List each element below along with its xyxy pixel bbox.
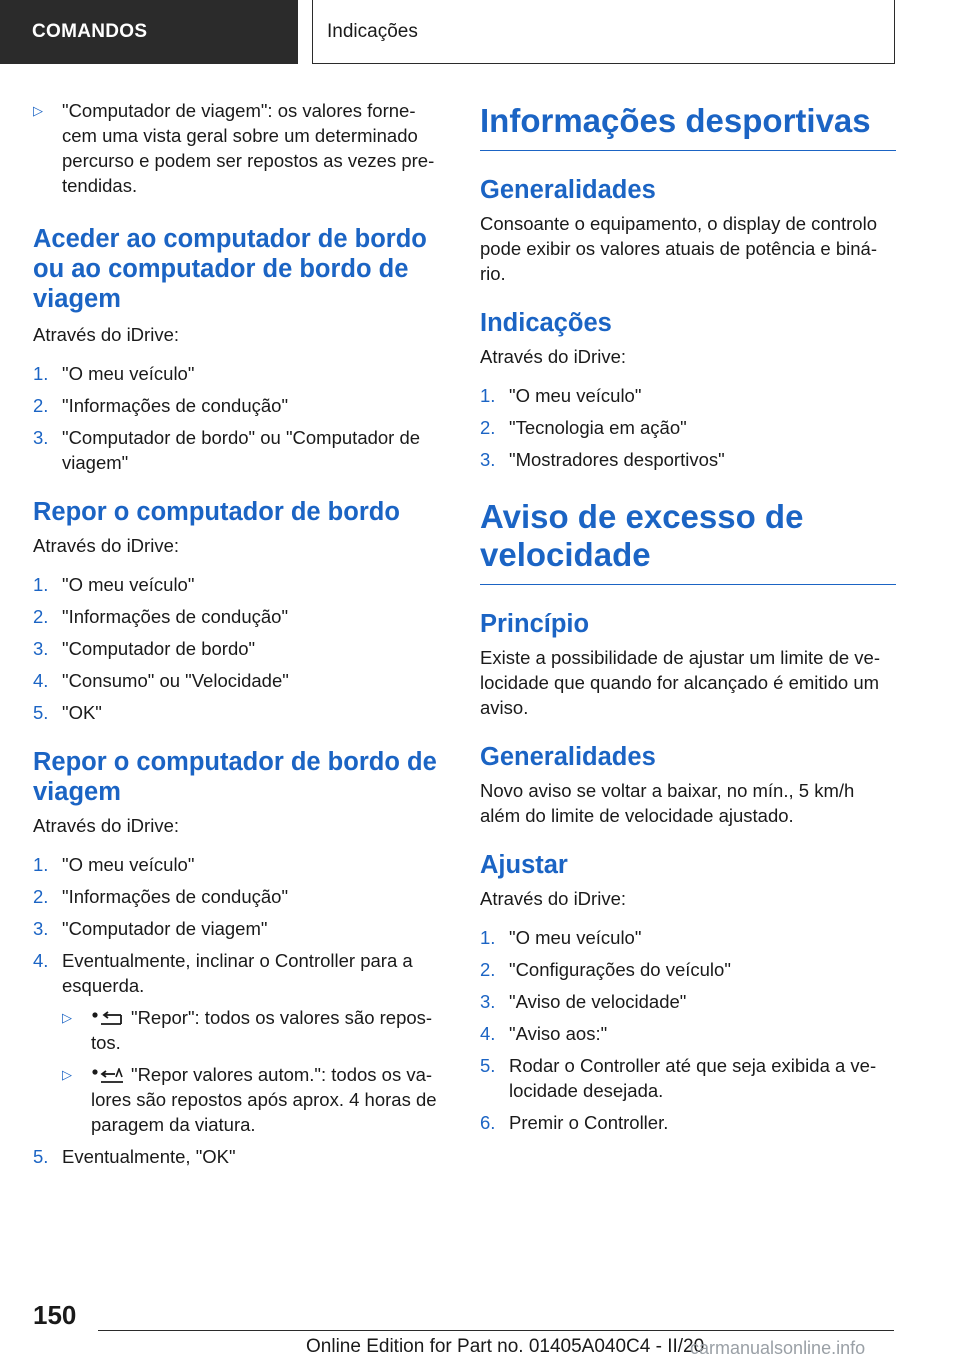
list-item: 4. "Consumo" ou "Velocidade" (33, 670, 289, 691)
section-title-reset: Repor o computador de bordo (33, 498, 400, 526)
section-title-principle: Princípio (480, 610, 590, 638)
section-title-general: Generalidades (480, 176, 656, 204)
section-intro: Através do iDrive: (33, 815, 179, 836)
list-item: 1. "O meu veículo" (480, 385, 642, 406)
section-intro: Através do iDrive: (33, 324, 179, 345)
list-item: 2. "Tecnologia em ação" (480, 417, 687, 438)
section-body: Consoante o equipamento, o display de controlo pode exibir os valores atuais de potência e biná-rio. (480, 213, 877, 284)
section-title-reset-trip: Repor o computador de bordo de viagem (33, 748, 437, 806)
list-item: 5. Eventualmente, "OK" (33, 1146, 236, 1167)
section-intro: Através do iDrive: (480, 888, 626, 909)
list-item: 1. "O meu veículo" (480, 927, 642, 948)
section-title-access: Aceder ao computador de bordo ou ao computador de bordo de viagem (33, 225, 427, 313)
section-body: Existe a possibilidade de ajustar um limite de ve-locidade que quando for alcançado é emitido um aviso. (480, 647, 880, 718)
list-item: 5. "OK" (33, 702, 102, 723)
list-item: 4. "Aviso aos:" (480, 1023, 608, 1044)
watermark: carmanualsonline.info (690, 1338, 866, 1358)
chapter-title-sport-info: Informações desportivas (480, 102, 896, 151)
section-body: Novo aviso se voltar a baixar, no mín., 5 km/h além do limite de velocidade ajustado. (480, 780, 855, 826)
section-title-indications: Indicações (480, 309, 612, 337)
list-item: 2. "Informações de condução" (33, 886, 289, 907)
header-section-label: COMANDOS (32, 21, 148, 42)
triangle-bullet-icon: ▷ (62, 1010, 72, 1025)
triangle-bullet-icon: ▷ (62, 1067, 72, 1082)
steps-list-reset (33, 572, 447, 725)
steps-list-adjust (480, 925, 896, 1135)
list-item: 2. "Configurações do veículo" (480, 959, 731, 980)
chapter-title-speed-warning: Aviso de excesso de velocidade (480, 498, 896, 585)
page-number: 150 (33, 1300, 77, 1330)
section-title-general-2: Generalidades (480, 743, 656, 771)
list-item: 2. "Informações de condução" (33, 606, 289, 627)
header-chapter (312, 0, 895, 64)
header-chapter-label: Indicações (327, 20, 418, 42)
triangle-bullet-icon: ▷ (33, 103, 43, 118)
footer-divider (98, 1330, 894, 1331)
list-item: 3. "Computador de bordo" (33, 638, 256, 659)
list-item: 3. "Mostradores desportivos" (480, 449, 725, 470)
list-item: 6. Premir o Controller. (480, 1112, 669, 1133)
footer-edition: Online Edition for Part no. 01405A040C4 - II/20 (306, 1336, 705, 1357)
list-item: 1. "O meu veículo" (33, 363, 195, 384)
list-item: 3. "Aviso de velocidade" (480, 991, 687, 1012)
sub-bullet-auto-reset: ▷ "Repor valores autom.": todos os va-lores são repostos após aprox. 4 horas de paragem da viatura. (62, 1064, 437, 1135)
list-item: 3. "Computador de bordo" ou "Computador de viagem" (33, 427, 421, 473)
steps-list-indications (480, 383, 896, 472)
auto-reset-arrow-icon (91, 1068, 125, 1084)
right-column (480, 102, 896, 1142)
list-item: 1. "O meu veículo" (33, 854, 195, 875)
list-item: 4. Eventualmente, inclinar o Controller para a esquerda. (33, 950, 413, 996)
list-item: 2. "Informações de condução" (33, 395, 289, 416)
reset-arrow-icon (91, 1011, 125, 1027)
intro-bullet: ▷ "Computador de viagem": os valores forne-cem uma vista geral sobre um determinado percurso e podem ser repostos as vezes pre-tendidas. (33, 100, 435, 196)
list-item: 5. Rodar o Controller até que seja exibida a ve-locidade desejada. (480, 1055, 877, 1101)
list-item: 3. "Computador de viagem" (33, 918, 268, 939)
steps-list-access (33, 361, 447, 475)
section-title-adjust: Ajustar (480, 851, 568, 879)
steps-list-reset-trip (33, 852, 447, 1169)
list-item: 1. "O meu veículo" (33, 574, 195, 595)
left-column (33, 98, 447, 1176)
header-section (0, 0, 298, 64)
section-intro: Através do iDrive: (33, 535, 179, 556)
sub-bullet-reset: ▷ "Repor": todos os valores são repos-tos. (62, 1007, 433, 1053)
section-intro: Através do iDrive: (480, 346, 626, 367)
